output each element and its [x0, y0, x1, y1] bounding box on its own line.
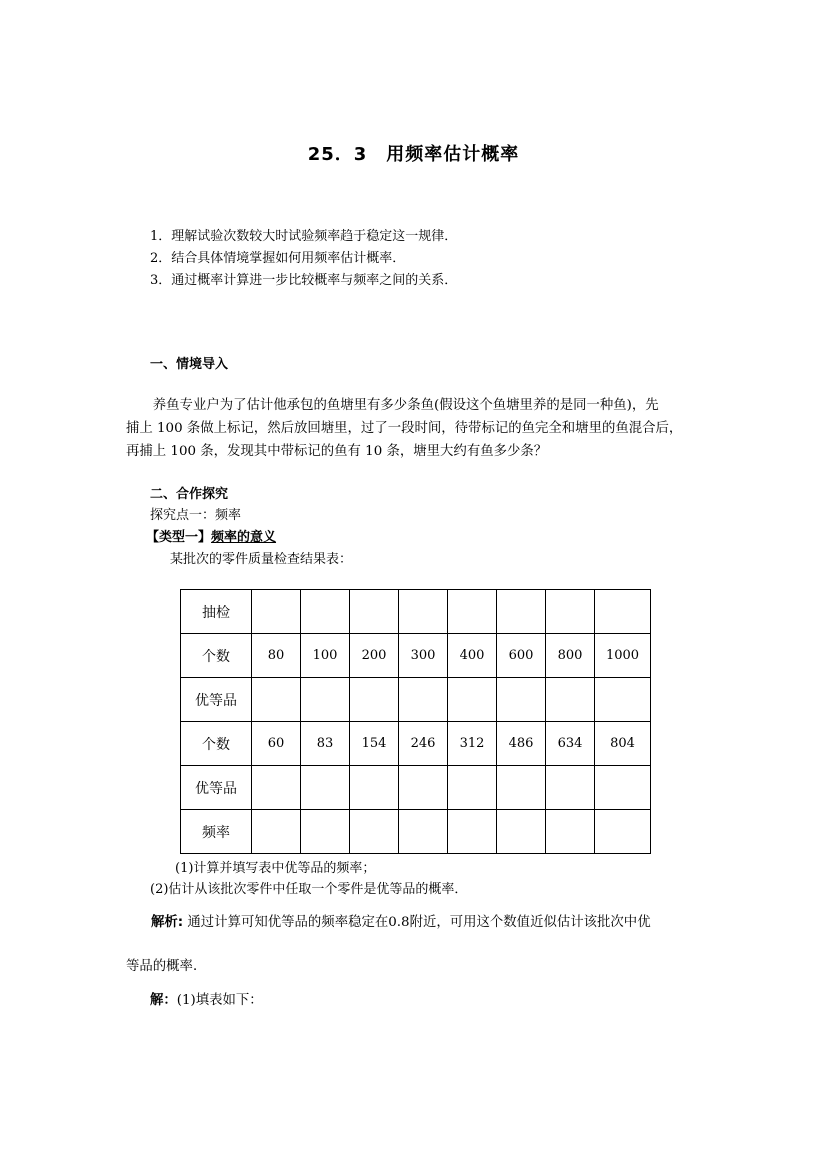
- analysis-label: 解析:: [151, 915, 184, 930]
- table-cell: [301, 678, 350, 722]
- row-label: 抽检: [181, 590, 252, 634]
- quality-check-table: [180, 589, 651, 854]
- table-intro: 某批次的零件质量检查结果表：: [170, 552, 353, 567]
- table-row: [181, 634, 651, 678]
- table-cell: [399, 678, 448, 722]
- table-cell: 600: [497, 634, 546, 678]
- table-cell: [595, 810, 651, 854]
- page-title: 25．3 用频率估计概率: [307, 144, 520, 165]
- table-cell: 154: [350, 722, 399, 766]
- table-cell: 800: [546, 634, 595, 678]
- table-cell: 486: [497, 722, 546, 766]
- table-cell: 60: [252, 722, 301, 766]
- row-label: 频率: [181, 810, 252, 854]
- table-cell: 300: [399, 634, 448, 678]
- type-heading: [146, 526, 276, 545]
- row-label: 个数: [181, 722, 252, 766]
- table-cell: 804: [595, 722, 651, 766]
- objective-1: 1．理解试验次数较大时试验频率趋于稳定这一规律．: [150, 229, 458, 244]
- analysis-line-1: [151, 911, 651, 930]
- table-cell: [546, 678, 595, 722]
- table-row: [181, 678, 651, 722]
- table-row: [181, 766, 651, 810]
- table-cell: [595, 766, 651, 810]
- table-cell: 100: [301, 634, 350, 678]
- table-cell: [448, 590, 497, 634]
- table-cell: [252, 678, 301, 722]
- table-cell: [350, 810, 399, 854]
- table-cell: [399, 766, 448, 810]
- table-row: [181, 722, 651, 766]
- row-label: 优等品: [181, 678, 252, 722]
- table-cell: 83: [301, 722, 350, 766]
- table-row: [181, 590, 651, 634]
- solution-label: 解：: [150, 993, 177, 1008]
- analysis-value: 0.8: [388, 915, 410, 930]
- table-cell: [448, 678, 497, 722]
- table-cell: 246: [399, 722, 448, 766]
- table-cell: 400: [448, 634, 497, 678]
- section1-heading: 一、情境导入: [150, 357, 229, 372]
- table-cell: [301, 810, 350, 854]
- table-cell: [301, 766, 350, 810]
- table-cell: [448, 766, 497, 810]
- table-cell: [546, 810, 595, 854]
- table-cell: [497, 810, 546, 854]
- table-cell: [497, 678, 546, 722]
- type-bracket: 【类型一】: [146, 530, 212, 545]
- scenario-line-1: 养鱼专业户为了估计他承包的鱼塘里有多少条鱼(假设这个鱼塘里养的是同一种鱼)，先: [126, 398, 659, 413]
- table-cell: [497, 766, 546, 810]
- type-title: 频率的意义: [211, 530, 277, 545]
- row-label: 优等品: [181, 766, 252, 810]
- table-cell: 200: [350, 634, 399, 678]
- question-1: (1)计算并填写表中优等品的频率；: [175, 861, 376, 876]
- scenario-line-2: 捕上 100 条做上标记，然后放回塘里，过了一段时间，待带标记的鱼完全和塘里的鱼混合后，: [126, 421, 683, 436]
- table-cell: [448, 810, 497, 854]
- scenario-line-3: 再捕上 100 条，发现其中带标记的鱼有 10 条，塘里大约有鱼多少条？: [126, 444, 548, 459]
- table-cell: [350, 678, 399, 722]
- objective-2: 2．结合具体情境掌握如何用频率估计概率．: [150, 251, 406, 266]
- question-2: (2)估计从该批次零件中任取一个零件是优等品的概率．: [150, 882, 468, 897]
- table-cell: [301, 590, 350, 634]
- table-cell: 312: [448, 722, 497, 766]
- table-cell: [595, 678, 651, 722]
- table-cell: [252, 590, 301, 634]
- table-row: [181, 810, 651, 854]
- table-cell: [595, 590, 651, 634]
- analysis-text-2: 附近，可用这个数值近似估计该批次中优: [409, 915, 651, 930]
- table-cell: [350, 766, 399, 810]
- table-cell: [252, 766, 301, 810]
- table-cell: 634: [546, 722, 595, 766]
- table-cell: [546, 590, 595, 634]
- analysis-line-2: 等品的概率．: [126, 959, 207, 974]
- solution-line: [150, 989, 263, 1008]
- analysis-text-1: 通过计算可知优等品的频率稳定在: [187, 915, 389, 930]
- exploration-point: 探究点一：频率: [150, 508, 242, 523]
- table-cell: [497, 590, 546, 634]
- table-cell: [252, 810, 301, 854]
- objective-3: 3．通过概率计算进一步比较概率与频率之间的关系．: [150, 273, 458, 288]
- table-cell: [399, 590, 448, 634]
- table-cell: [350, 590, 399, 634]
- table-cell: 80: [252, 634, 301, 678]
- row-label: 个数: [181, 634, 252, 678]
- solution-text: (1)填表如下：: [176, 993, 263, 1008]
- table-cell: 1000: [595, 634, 651, 678]
- section2-heading: 二、合作探究: [150, 487, 229, 502]
- table-cell: [399, 810, 448, 854]
- table-cell: [546, 766, 595, 810]
